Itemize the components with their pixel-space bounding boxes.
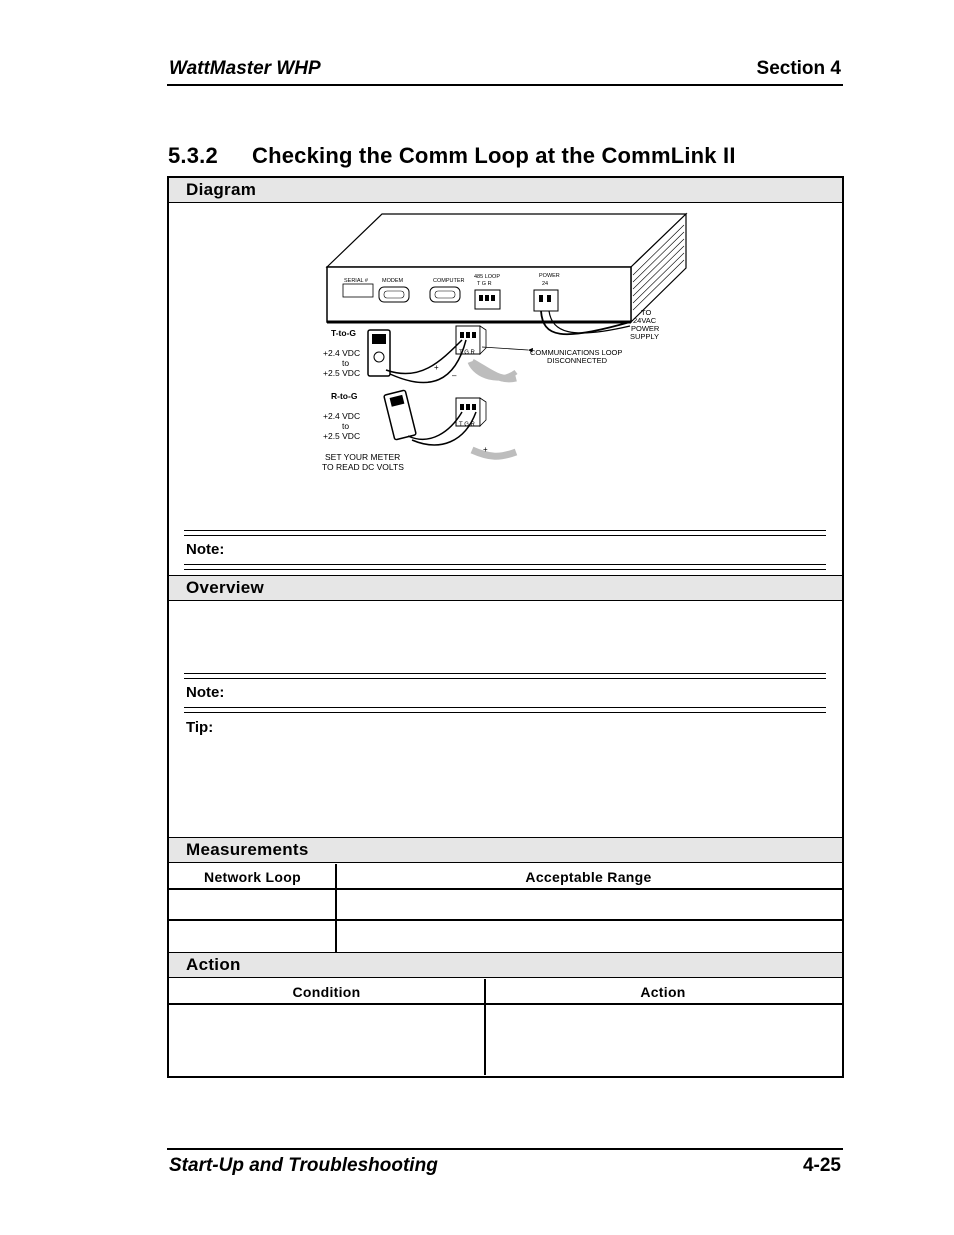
header-rule — [167, 84, 843, 86]
meter-setting-note: SET YOUR METER TO READ DC VOLTS — [322, 452, 404, 472]
device-top — [327, 214, 686, 267]
measurements-col-acceptable-range: Acceptable Range — [525, 869, 652, 885]
measurements-col-network-loop: Network Loop — [204, 869, 301, 885]
overview-note-bottom-rule — [184, 707, 826, 713]
measurements-row-rule — [169, 919, 842, 921]
running-footer-title: Start-Up and Troubleshooting — [169, 1155, 438, 1176]
page-title — [168, 143, 736, 169]
lower-plus: + — [483, 445, 488, 454]
diagram-note-bottom-rule — [184, 564, 826, 570]
loop-pins: T G R — [477, 281, 492, 287]
serial-label: SERIAL # — [344, 278, 368, 284]
loop-label: 485 LOOP — [474, 274, 500, 280]
diagram-heading: Diagram — [186, 180, 257, 199]
action-header-rule — [169, 1003, 842, 1005]
r-to-g-label: R-to-G — [331, 391, 358, 401]
action-heading: Action — [186, 955, 241, 974]
measurements-col-divider — [335, 864, 337, 952]
footer-rule — [167, 1148, 843, 1150]
diagram-note-top-rule — [184, 530, 826, 536]
page-number: 4-25 — [802, 1155, 841, 1176]
overview-note-label: Note: — [186, 684, 225, 701]
overview-band — [169, 575, 842, 601]
t-to-g-range: +2.4 VDC to +2.5 VDC — [323, 348, 361, 378]
section-number: 5.3.2 — [168, 143, 218, 168]
computer-label: COMPUTER — [433, 278, 465, 284]
running-header-title: WattMaster WHP — [169, 58, 321, 79]
upper-plus: + — [434, 363, 439, 372]
t-to-g-label: T-to-G — [331, 328, 357, 338]
overview-heading: Overview — [186, 578, 265, 597]
modem-label: MODEM — [382, 278, 404, 284]
power-terminal — [534, 290, 558, 311]
action-band — [169, 952, 842, 978]
commlink-diagram — [300, 212, 700, 477]
diagram-band — [169, 177, 842, 203]
overview-note-top-rule — [184, 673, 826, 679]
r-to-g-range: +2.4 VDC to +2.5 VDC — [323, 411, 361, 441]
action-col-action: Action — [640, 984, 686, 1000]
to-power-supply: TO 24VAC POWER SUPPLY — [630, 308, 660, 341]
tgr-lower: T G R — [459, 422, 475, 428]
power-label: POWER — [539, 273, 560, 279]
measurements-heading: Measurements — [186, 840, 309, 859]
upper-minus: – — [452, 371, 457, 380]
overview-tip-label: Tip: — [186, 719, 214, 736]
action-col-condition: Condition — [292, 984, 361, 1000]
diagram-note-label: Note: — [186, 541, 225, 558]
measurements-header-rule — [169, 888, 842, 890]
section-title: Checking the Comm Loop at the CommLink II — [252, 143, 736, 168]
comm-loop-disconnected: COMMUNICATIONS LOOP DISCONNECTED — [530, 348, 623, 365]
power-pins: 24 — [542, 281, 549, 287]
running-header-section: Section 4 — [756, 58, 841, 79]
measurements-band — [169, 837, 842, 863]
action-col-divider — [484, 979, 486, 1075]
tgr-upper: T G R — [459, 350, 475, 356]
